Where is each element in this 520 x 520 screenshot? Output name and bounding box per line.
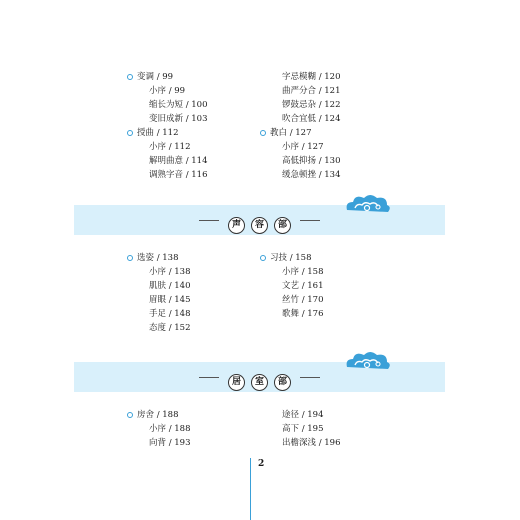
toc-top-left <box>137 70 208 182</box>
toc-entry-text: 房舍 / 188 <box>137 410 179 420</box>
toc-entry-text: 授曲 / 112 <box>137 128 179 138</box>
toc-entry[interactable] <box>137 321 191 335</box>
toc-entry-text: 锣鼓忌杂 / 122 <box>282 100 341 110</box>
toc-entry-text: 解明曲意 / 114 <box>149 156 208 166</box>
toc-entry-text: 曲严分合 / 121 <box>282 86 341 96</box>
toc-entry-text: 出檐深浅 / 196 <box>282 438 341 448</box>
toc-entry-text: 眉眼 / 145 <box>149 295 191 305</box>
toc-entry-text: 歌舞 / 176 <box>282 309 324 319</box>
toc-entry-text: 小序 / 188 <box>149 424 191 434</box>
section-title-char: 部 <box>274 217 291 234</box>
toc-entry[interactable] <box>137 293 191 307</box>
toc-entry[interactable] <box>137 154 208 168</box>
ring-bullet-icon <box>127 255 133 261</box>
toc-entry[interactable] <box>137 436 191 450</box>
toc-entry[interactable] <box>137 251 191 265</box>
toc-entry[interactable] <box>270 293 324 307</box>
toc-entry[interactable] <box>270 436 341 450</box>
toc-entry[interactable] <box>270 251 324 265</box>
toc-entry-text: 肌肤 / 140 <box>149 281 191 291</box>
section-title-char: 居 <box>228 374 245 391</box>
toc-entry[interactable] <box>270 70 341 84</box>
toc-entry-text: 教白 / 127 <box>270 128 312 138</box>
toc-entry-text: 高下 / 195 <box>282 424 324 434</box>
toc-entry[interactable] <box>270 140 341 154</box>
toc-entry-text: 小序 / 112 <box>149 142 191 152</box>
ring-bullet-icon <box>127 130 133 136</box>
ring-bullet-icon <box>260 255 266 261</box>
footer-rule <box>250 458 251 520</box>
toc-entry-text: 手足 / 148 <box>149 309 191 319</box>
section-title-char: 声 <box>228 217 245 234</box>
ring-bullet-icon <box>260 130 266 136</box>
toc-entry[interactable] <box>270 408 341 422</box>
toc-entry-text: 小序 / 158 <box>282 267 324 277</box>
toc-entry[interactable] <box>270 265 324 279</box>
toc-entry[interactable] <box>270 422 341 436</box>
toc-shengrong-right <box>270 251 324 321</box>
toc-entry-text: 小序 / 138 <box>149 267 191 277</box>
toc-entry-text: 缓急顿挫 / 134 <box>282 170 341 180</box>
toc-entry-text: 选姿 / 138 <box>137 253 179 263</box>
toc-entry[interactable] <box>137 70 208 84</box>
toc-entry-text: 变调 / 99 <box>137 72 174 82</box>
toc-shengrong-left <box>137 251 191 335</box>
toc-entry[interactable] <box>270 98 341 112</box>
toc-entry-text: 小序 / 127 <box>282 142 324 152</box>
toc-entry[interactable] <box>137 112 208 126</box>
toc-entry-text: 途径 / 194 <box>282 410 324 420</box>
toc-entry-text: 缩长为短 / 100 <box>149 100 208 110</box>
ring-bullet-icon <box>127 74 133 80</box>
toc-top-right <box>270 70 341 182</box>
toc-entry[interactable] <box>137 279 191 293</box>
toc-entry-text: 文艺 / 161 <box>282 281 324 291</box>
page-number: 2 <box>258 459 265 469</box>
toc-entry-text: 态度 / 152 <box>149 323 191 333</box>
toc-entry-text: 习技 / 158 <box>270 253 312 263</box>
toc-entry-text: 吹合宜低 / 124 <box>282 114 341 124</box>
cloud-ornament-icon <box>343 192 393 218</box>
toc-entry[interactable] <box>137 126 208 140</box>
toc-jushi-left <box>137 408 191 450</box>
toc-entry[interactable] <box>137 265 191 279</box>
cloud-ornament-icon <box>343 349 393 375</box>
toc-entry[interactable] <box>137 422 191 436</box>
toc-entry-text: 调熟字音 / 116 <box>149 170 208 180</box>
toc-entry[interactable] <box>137 408 191 422</box>
toc-jushi-right <box>270 408 341 450</box>
toc-entry[interactable] <box>270 84 341 98</box>
toc-entry-text: 向背 / 193 <box>149 438 191 448</box>
toc-entry[interactable] <box>137 307 191 321</box>
toc-entry[interactable] <box>270 307 324 321</box>
toc-entry-text: 小序 / 99 <box>149 86 186 96</box>
toc-entry[interactable] <box>137 140 208 154</box>
section-title-char: 容 <box>251 217 268 234</box>
toc-entry[interactable] <box>137 168 208 182</box>
toc-entry[interactable] <box>270 126 341 140</box>
section-title-char: 部 <box>274 374 291 391</box>
section-title-char: 室 <box>251 374 268 391</box>
toc-entry[interactable] <box>270 279 324 293</box>
toc-entry-text: 字忌模糊 / 120 <box>282 72 341 82</box>
toc-entry-text: 丝竹 / 170 <box>282 295 324 305</box>
toc-entry[interactable] <box>270 168 341 182</box>
toc-entry-text: 变旧成新 / 103 <box>149 114 208 124</box>
toc-entry[interactable] <box>137 84 208 98</box>
toc-entry[interactable] <box>137 98 208 112</box>
ring-bullet-icon <box>127 412 133 418</box>
toc-entry-text: 高低抑扬 / 130 <box>282 156 341 166</box>
toc-entry[interactable] <box>270 112 341 126</box>
toc-entry[interactable] <box>270 154 341 168</box>
